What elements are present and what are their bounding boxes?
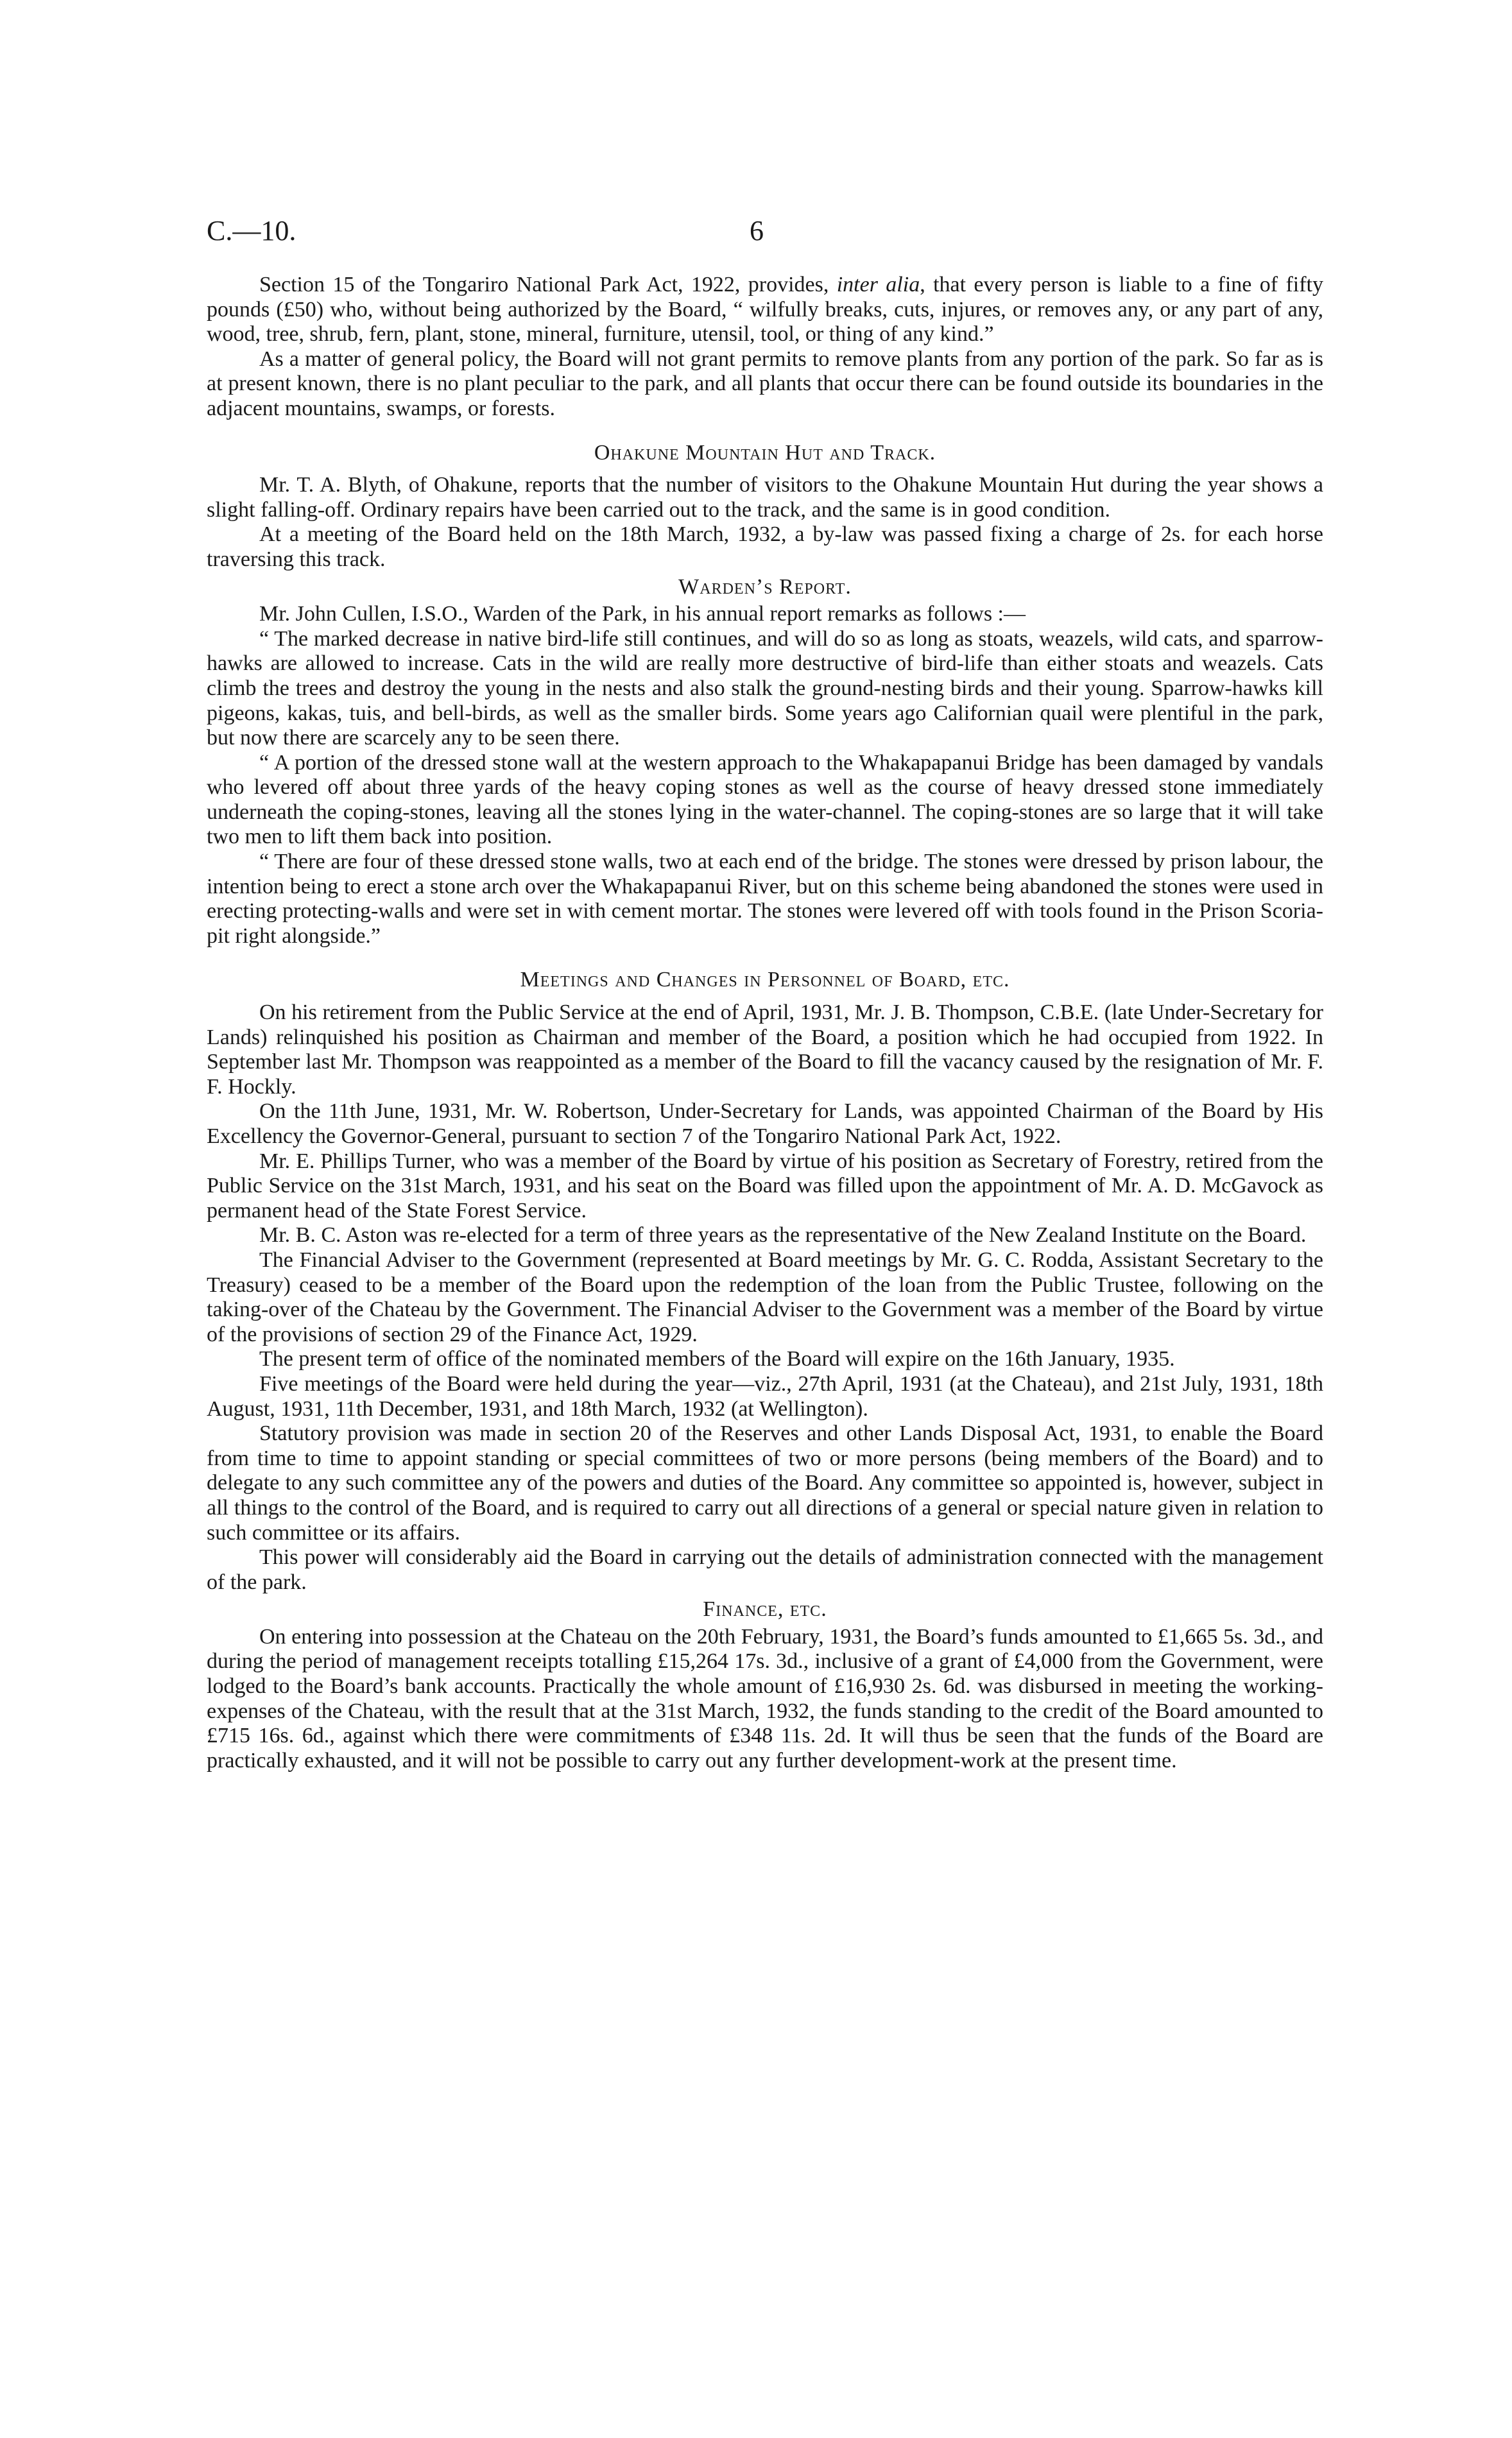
paragraph-cullen-intro: Mr. John Cullen, I.S.O., Warden of the Park, in his annual report remarks as follows :—	[259, 602, 1026, 626]
paragraph-term-of-office: The present term of office of the nominated members of the Board will expire on the 16th January, 1935.	[259, 1347, 1175, 1371]
paragraph-blyth-report: Mr. T. A. Blyth, of Ohakune, reports that the number of visitors to the Ohakune Mountain Hut during the year shows a slight falling-off. Ordinary repairs have been carried out to the track, and the same is in good condition.	[207, 473, 1323, 522]
italic-phrase: inter alia	[836, 273, 920, 296]
paragraph-section-15	[207, 273, 1323, 347]
paragraph-text: , that every person is liable to a fine of fifty pounds (£50) who, without being authorized by the Board, “ wilfully breaks, cuts, injures, or removes any, or any part of any, wood, tree, shrub, fern, plant, stone, mineral, furniture, utensil, tool, or thing of any kind.”	[207, 273, 1323, 347]
section-heading-ohakune: Ohakune Mountain Hut and Track.	[594, 440, 936, 465]
paragraph-bird-life: “ The marked decrease in native bird-life still continues, and will do so as long as stoats, weazels, wild cats, and sparrow-hawks are allowed to increase. Cats in the wild are really more destructive of bird-life than either stoats and weazels. Cats climb the trees and destroy the young in the nests and also stalk the ground-nesting birds and their young. Sparrow-hawks kill pigeons, kakas, tuis, and bell-birds, as well as the smaller birds. Some years ago Californian quail were plentiful in the park, but now there are scarcely any to be seen there.	[207, 626, 1323, 750]
section-heading-warden: Warden’s Report.	[678, 574, 852, 599]
document-body	[207, 273, 1323, 1773]
paragraph-finance: On entering into possession at the Chateau on the 20th February, 1931, the Board’s funds amounted to £1,665 5s. 3d., and during the period of management receipts totalling £15,264 17s. 3d., inclusive of a grant of £4,000 from the Government, were lodged to the Board’s bank accounts. Practically the whole amount of £16,930 2s. 6d. was disbursed in meeting the working-expenses of the Chateau, with the result that at the 31st March, 1932, the funds standing to the credit of the Board amounted to £715 16s. 6d., against which there were commitments of £348 11s. 2d. It will thus be seen that the funds of the Board are practically exhausted, and it will not be possible to carry out any further development-work at the present time.	[207, 1624, 1323, 1773]
paragraph-thompson: On his retirement from the Public Service at the end of April, 1931, Mr. J. B. Thompson, C.B.E. (late Under-Secretary for Lands) relinquished his position as Chairman and member of the Board, a position which he had occupied from 1922. In September last Mr. Thompson was reappointed as a member of the Board to fill the vacancy caused by the resignation of Mr. F. F. Hockly.	[207, 1000, 1323, 1099]
paragraph-general-policy: As a matter of general policy, the Board will not grant permits to remove plants from any portion of the park. So far as is at present known, there is no plant peculiar to the park, and all plants that occur there can be found outside its boundaries in the adjacent mountains, swamps, or forests.	[207, 347, 1323, 420]
paragraph-text: Section 15 of the Tongariro National Park Act, 1922, provides,	[259, 273, 837, 296]
paragraph-robertson: On the 11th June, 1931, Mr. W. Robertson, Under-Secretary for Lands, was appointed Chairman of the Board by His Excellency the Governor-General, pursuant to section 7 of the Tongariro National Park Act, 1922.	[207, 1099, 1323, 1148]
paragraph-by-law: At a meeting of the Board held on the 18th March, 1932, a by-law was passed fixing a charge of 2s. for each horse traversing this track.	[207, 522, 1323, 571]
paragraph-power-aid: This power will considerably aid the Board in carrying out the details of administration connected with the management of the park.	[207, 1545, 1323, 1594]
section-heading-finance: Finance, etc.	[703, 1597, 827, 1622]
document-reference: C.—10.	[207, 215, 296, 246]
paragraph-statutory-provision: Statutory provision was made in section 20 of the Reserves and other Lands Disposal Act, 1931, to enable the Board from time to time to appoint standing or special committees of two or more persons (being members of the Board) and to delegate to any such committee any of the powers and duties of the Board. Any committee so appointed is, however, subject in all things to the control of the Board, and is required to carry out all directions of a general or special nature given in relation to such committee or its affairs.	[207, 1421, 1323, 1545]
paragraph-stone-wall: “ A portion of the dressed stone wall at the western approach to the Whakapapanui Bridge has been damaged by vandals who levered off about three yards of the heavy coping stones as well as the course of heavy dressed stone immediately underneath the coping-stones, leaving all the stones lying in the water-channel. The coping-stones are so large that it will take two men to lift them back into position.	[207, 750, 1323, 849]
paragraph-five-meetings: Five meetings of the Board were held during the year—viz., 27th April, 1931 (at the Chateau), and 21st July, 1931, 18th August, 1931, 11th December, 1931, and 18th March, 1932 (at Wellington).	[207, 1371, 1323, 1421]
paragraph-stone-walls-bridge: “ There are four of these dressed stone walls, two at each end of the bridge. The stones were dressed by prison labour, the intention being to erect a stone arch over the Whakapapanui River, but on this scheme being abandoned the stones were used in erecting protecting-walls and were set in with cement mortar. The stones were levered off with tools found in the Prison Scoria-pit right alongside.”	[207, 850, 1323, 948]
page-number: 6	[750, 215, 764, 246]
paragraph-financial-adviser: The Financial Adviser to the Government (represented at Board meetings by Mr. G. C. Rodda, Assistant Secretary to the Treasury) ceased to be a member of the Board upon the redemption of the loan from the Public Trustee, following on the taking-over of the Chateau by the Government. The Financial Adviser to the Government was a member of the Board by virtue of the provisions of section 29 of the Finance Act, 1929.	[207, 1248, 1323, 1346]
paragraph-aston: Mr. B. C. Aston was re-elected for a term of three years as the representative of the New Zealand Institute on the Board.	[259, 1223, 1307, 1248]
paragraph-phillips-turner: Mr. E. Phillips Turner, who was a member of the Board by virtue of his position as Secretary of Forestry, retired from the Public Service on the 31st March, 1931, and his seat on the Board was filled upon the appointment of Mr. A. D. McGavock as permanent head of the State Forest Service.	[207, 1149, 1323, 1223]
section-heading-meetings: Meetings and Changes in Personnel of Board, etc.	[520, 968, 1010, 992]
